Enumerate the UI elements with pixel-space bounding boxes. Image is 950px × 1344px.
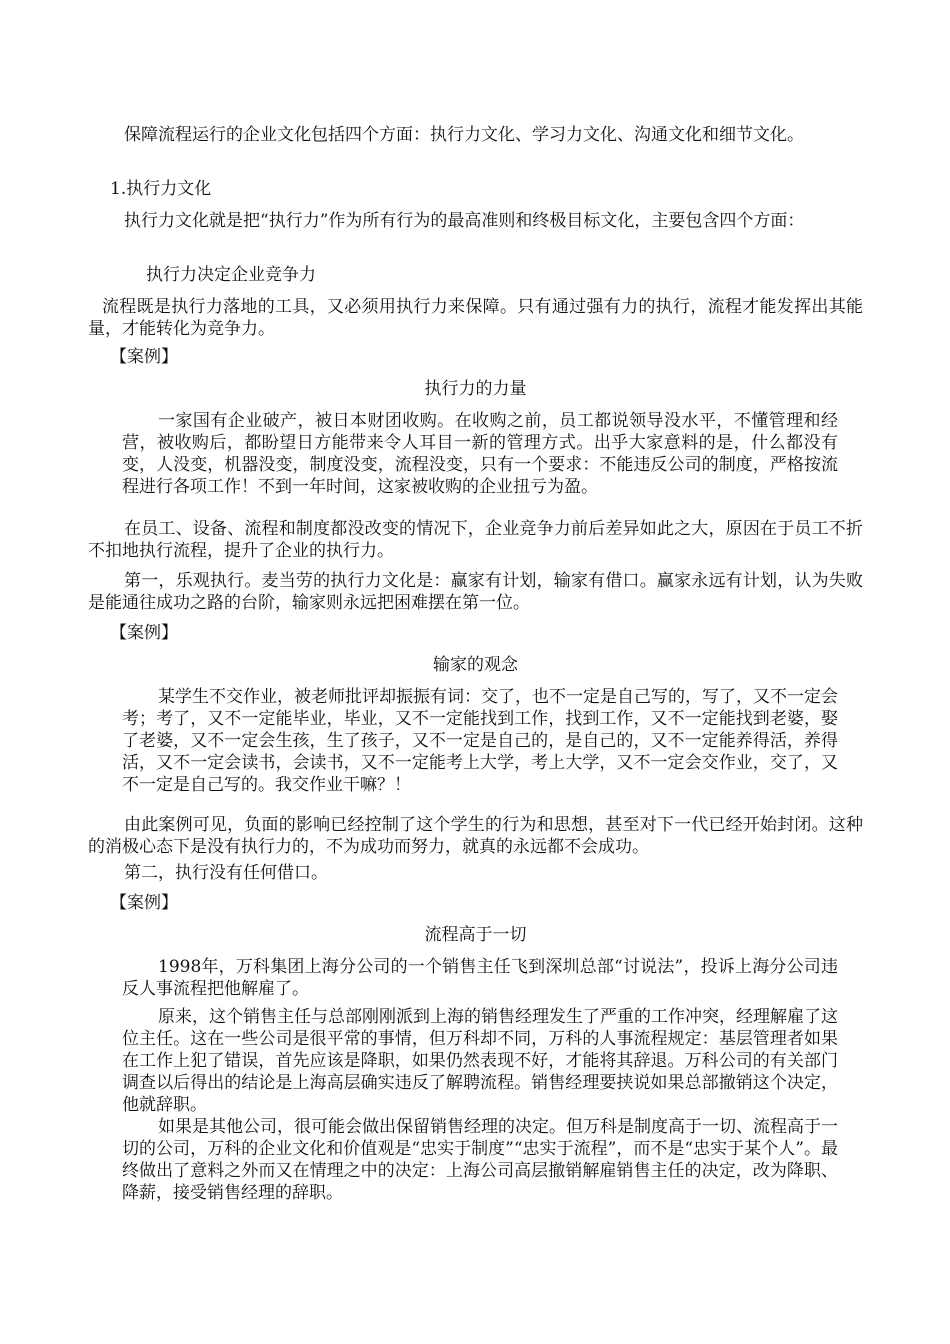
paragraph-conclusion: 由此案例可见，负面的影响已经控制了这个学生的行为和思想，甚至对下一代已经开始封闭。这种的消极心态下是没有执行力的，不为成功而努力，就真的永远都不会成功。 — [88, 815, 863, 857]
intro-paragraph: 保障流程运行的企业文化包括四个方面：执行力文化、学习力文化、沟通文化和细节文化。 — [124, 125, 804, 145]
paragraph-no-excuse: 第二，执行没有任何借口。 — [124, 863, 328, 883]
case-title-1: 执行力的力量 — [424, 379, 527, 399]
sub-heading: 执行力决定企业竞争力 — [146, 265, 316, 285]
section-heading: 1.执行力文化 — [110, 179, 212, 199]
paragraph-optimistic: 第一，乐观执行。麦当劳的执行力文化是：赢家有计划，输家有借口。赢家永远有计划，认为失败是能通往成功之路的台阶，输家则永远把困难摆在第一位。 — [88, 571, 863, 613]
case-body-2: 某学生不交作业，被老师批评却振振有词：交了，也不一定是自己写的，写了，又不一定会考；考了，又不一定能毕业，毕业，又不一定能找到工作，找到工作，又不一定能找到老婆，娶了老婆，又不一定会生孩，生了孩子，又不一定是自己的，是自己的，又不一定能养得活，养得活，又不一定会读书，会读书，又不一定能考上大学，考上大学，又不一定会交作业，交了，又不一定是自己写的。我交作业干嘛？！ — [122, 687, 838, 795]
paragraph-definition: 执行力文化就是把“执行力”作为所有行为的最高准则和终极目标文化，主要包含四个方面： — [124, 211, 805, 231]
case-body-3b: 原来，这个销售主任与总部刚刚派到上海的销售经理发生了严重的工作冲突，经理解雇了这位主任。这在一些公司是很平常的事情，但万科却不同，万科的人事流程规定：基层管理者如果在工作上犯了错误，首先应该是降职，如果仍然表现不好，才能将其辞退。万科公司的有关部门调查以后得出的结论是上海高层确实违反了解聘流程。销售经理要挟说如果总部撤销这个决定，他就辞职。 — [122, 1007, 838, 1115]
paragraph-execution-tool: 流程既是执行力落地的工具，又必须用执行力来保障。只有通过强有力的执行，流程才能发挥出其能量，才能转化为竞争力。 — [88, 297, 863, 339]
case-label-1: 【案例】 — [110, 347, 178, 367]
case-label-3: 【案例】 — [110, 893, 178, 913]
case-label-2: 【案例】 — [110, 623, 178, 643]
case-body-1: 一家国有企业破产，被日本财团收购。在收购之前，员工都说领导没水平，不懂管理和经营，被收购后，都盼望日方能带来令人耳目一新的管理方式。出乎大家意料的是，什么都没有变，人没变，机器没变，制度没变，流程没变，只有一个要求：不能违反公司的制度，严格按流程进行各项工作！不到一年时间，这家被收购的企业扭亏为盈。 — [122, 411, 838, 497]
case-body-3c: 如果是其他公司，很可能会做出保留销售经理的决定。但万科是制度高于一切、流程高于一切的公司，万科的企业文化和价值观是“忠实于制度”“忠实于流程”，而不是“忠实于某个人”。最终做出了意料之外而又在情理之中的决定：上海公司高层撤销解雇销售主任的决定，改为降职、降薪，接受销售经理的辞职。 — [122, 1117, 838, 1203]
case-body-3a: 1998年，万科集团上海分公司的一个销售主任飞到深圳总部“讨说法”，投诉上海分公司违反人事流程把他解雇了。 — [122, 957, 838, 999]
paragraph-analysis: 在员工、设备、流程和制度都没改变的情况下，企业竞争力前后差异如此之大，原因在于员工不折不扣地执行流程，提升了企业的执行力。 — [88, 519, 863, 561]
case-title-3: 流程高于一切 — [424, 925, 527, 945]
case-title-2: 输家的观念 — [433, 655, 518, 675]
